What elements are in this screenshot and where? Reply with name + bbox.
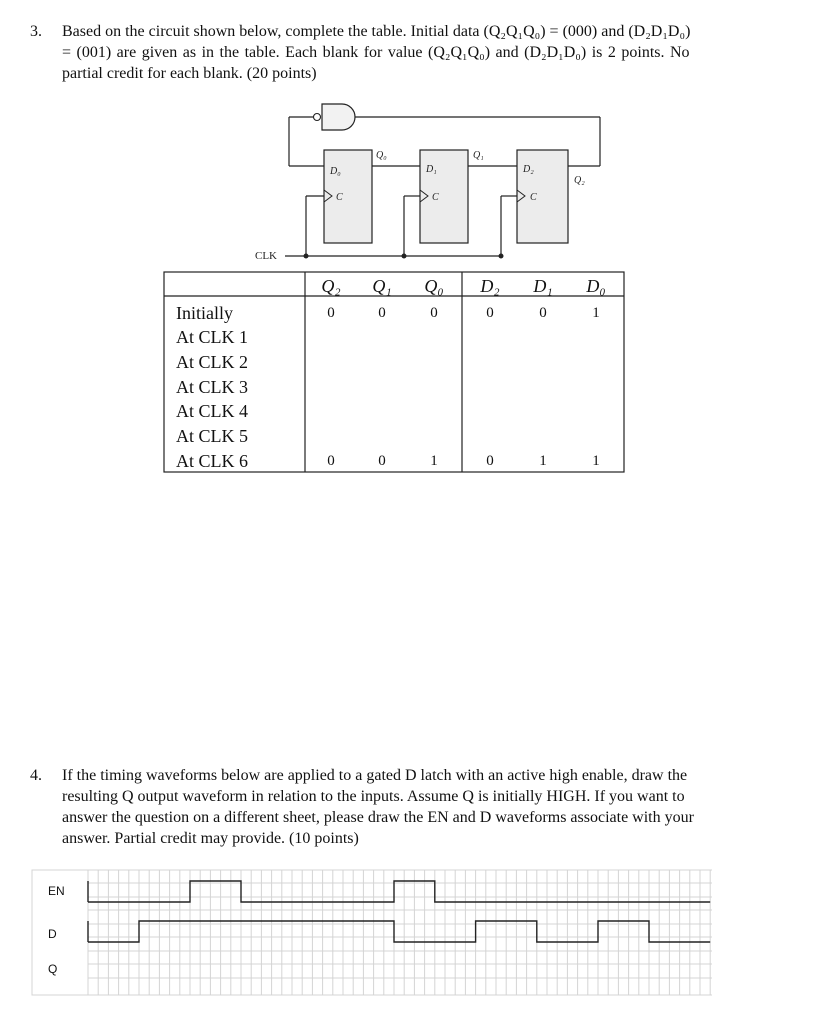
table-cell: 1	[592, 305, 600, 321]
ff0-c-label: C	[336, 192, 343, 203]
table-cell: 0	[430, 305, 438, 321]
table-row-label: At CLK 2	[176, 352, 248, 372]
signal-label-en: EN	[48, 884, 65, 898]
question-4-line-1: If the timing waveforms below are applied to a gated D latch with an active high enable, draw the	[62, 767, 688, 784]
table-cell: 0	[378, 453, 386, 469]
table-row-label: At CLK 1	[176, 327, 248, 347]
table-header-0: Q₂	[321, 276, 341, 296]
table-cell: 0	[539, 305, 547, 321]
question-3-line-2: = (001) are given as in the table. Each blank for value (Q₂Q₁Q₀) and (D₂D₁D₀) is 2 points. No	[62, 44, 690, 61]
signal-label-d: D	[48, 927, 57, 941]
en-waveform	[88, 881, 710, 902]
table-header-4: D₁	[533, 276, 553, 296]
table-cell: 0	[378, 305, 386, 321]
table-cell: 1	[539, 453, 547, 469]
table-cell: 0	[327, 453, 335, 469]
table-cell: 1	[430, 453, 438, 469]
q1-label: Q₁	[473, 150, 484, 161]
ff2-d-label: D₂	[523, 164, 534, 175]
question-3-line-1: Based on the circuit shown below, complete the table. Initial data (Q₂Q₁Q₀) = (000) and (D₂D₁D₀)	[62, 23, 691, 40]
table-row-label: At CLK 4	[176, 401, 248, 421]
clk-label: CLK	[255, 250, 277, 262]
q2-label: Q₂	[574, 175, 585, 186]
q0-label: Q₀	[376, 150, 387, 161]
ff1-d-label: D₁	[426, 164, 437, 175]
table-cell: 0	[486, 453, 494, 469]
question-3-line-3: partial credit for each blank. (20 points)	[62, 65, 317, 82]
table-header-5: D₀	[586, 276, 606, 296]
table-row-label: At CLK 5	[176, 426, 248, 446]
table-header-2: Q₀	[424, 276, 444, 296]
question-3-number: 3.	[30, 23, 42, 40]
ff1-c-label: C	[432, 192, 439, 203]
table-header-3: D₂	[480, 276, 500, 296]
ff0-d-label: D₀	[330, 166, 341, 177]
table-header-1: Q₁	[372, 276, 392, 296]
question-4-line-2: resulting Q output waveform in relation to the inputs. Assume Q is initially HIGH. If you want to	[62, 788, 685, 805]
ff2-c-label: C	[530, 192, 537, 203]
table-cell: 0	[486, 305, 494, 321]
table-row-label: At CLK 6	[176, 451, 248, 471]
signal-label-q: Q	[48, 962, 58, 976]
table-row-label: Initially	[176, 303, 233, 323]
table-cell: 0	[327, 305, 335, 321]
table-cell: 1	[592, 453, 600, 469]
question-4-line-3: answer the question on a different sheet, please draw the EN and D waveforms associate with your	[62, 809, 694, 826]
table-row-label: At CLK 3	[176, 377, 248, 397]
question-4-line-4: answer. Partial credit may provide. (10 points)	[62, 830, 359, 847]
question-4-number: 4.	[30, 767, 42, 784]
